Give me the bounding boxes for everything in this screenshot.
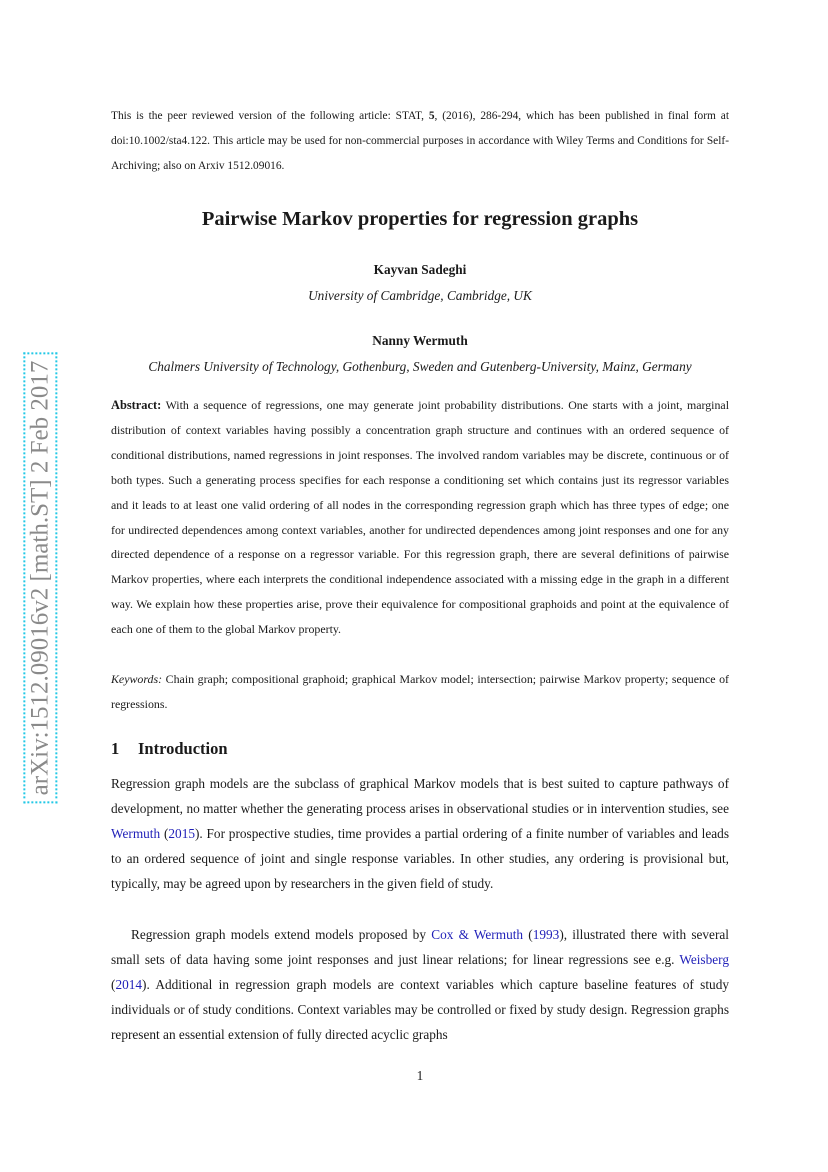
citation-link[interactable]: Wermuth: [111, 826, 161, 842]
author-2-affiliation: Chalmers University of Technology, Gothenburg, Sweden and Gutenberg-University, Mainz, Germany: [148, 359, 692, 374]
arxiv-stamp-text: arXiv:1512.09016v2 [math.ST] 2 Feb 2017: [23, 353, 57, 804]
paper-title: Pairwise Markov properties for regression graphs: [201, 208, 639, 230]
citation-link[interactable]: Weisberg: [679, 952, 729, 968]
citation-year-link[interactable]: 2014: [115, 977, 143, 993]
citation-link[interactable]: Cox & Wermuth: [431, 927, 524, 942]
section-number: 1: [111, 739, 120, 758]
keywords: [111, 667, 729, 717]
arxiv-stamp: [18, 322, 62, 834]
abstract: [111, 393, 729, 642]
citation-year-link[interactable]: 2015: [168, 826, 195, 842]
abstract-label: Abstract:: [111, 398, 162, 412]
author-2-name: Nanny Wermuth: [372, 333, 468, 348]
volume-number: 5: [428, 110, 435, 122]
keywords-text: Chain graph; compositional graphoid; graphical Markov model; intersection; pairwise Markov property; sequence of regressions.: [111, 672, 729, 711]
paragraph-1: Regression graph models are the subclass of graphical Markov models that is best suited to capture pathways of development, no matter whether the generating process arises in observational studies or in intervention studies, see Wermuth (2015). For prospective studies, time provides a partial ordering of a finite number of variables and leads to an ordered sequence of joint and single response variables. In other studies, any ordering is provisional but, typically, may be agreed upon by researchers in the given field of study.: [111, 776, 729, 892]
abstract-text: With a sequence of regressions, one may generate joint probability distributions. One starts with a joint, marginal distribution of context variables having possibly a concentration graph structure and continues with an ordered sequence of conditional distributions, named regressions in joint responses. The involved random variables may be discrete, continuous or of both types. Such a generating process specifies for each response a conditioning set which contains just its regressor variables and it leads to at least one valid ordering of all nodes in the corresponding regression graph which has three types of edge; one for undirected dependences among context variables, another for undirected dependences among joint responses and one for any directed dependence of a response on a regressor variable. For this regression graph, there are several definitions of pairwise Markov properties, where each interprets the conditional independence associated with a missing edge in the graph in a different way. We explain how these properties arise, prove their equivalence for compositional graphoids and point at the equivalence of each one of them to the global Markov property.: [111, 398, 729, 637]
author-1-name: Kayvan Sadeghi: [373, 262, 467, 277]
publication-note: This is the peer reviewed version of the following article: STAT, 5, (2016), 286-294, which has been published in final form at doi:10.1002/sta4.122. This article may be used for non-commercial purposes in accordance with Wiley Terms and Conditions for Self-Archiving; also on Arxiv 1512.09016.: [111, 110, 729, 173]
page-number: 1: [416, 1068, 424, 1083]
section-heading: [111, 739, 228, 759]
section-title: Introduction: [138, 739, 228, 758]
keywords-label: Keywords:: [111, 672, 163, 686]
author-1-affiliation: University of Cambridge, Cambridge, UK: [308, 288, 532, 303]
citation-year-link[interactable]: 1993: [532, 927, 560, 942]
paragraph-2: Regression graph models extend models proposed by Cox & Wermuth (1993), illustrated there with several small sets of data having some joint responses and just linear relations; for linear regressions see e.g. Weisberg (2014). Additional in regression graph models are context variables which capture baseline features of study individuals or of study conditions. Context variables may be controlled or fixed by study design. Regression graphs represent an essential extension of fully directed acyclic graphs: [111, 927, 729, 1043]
